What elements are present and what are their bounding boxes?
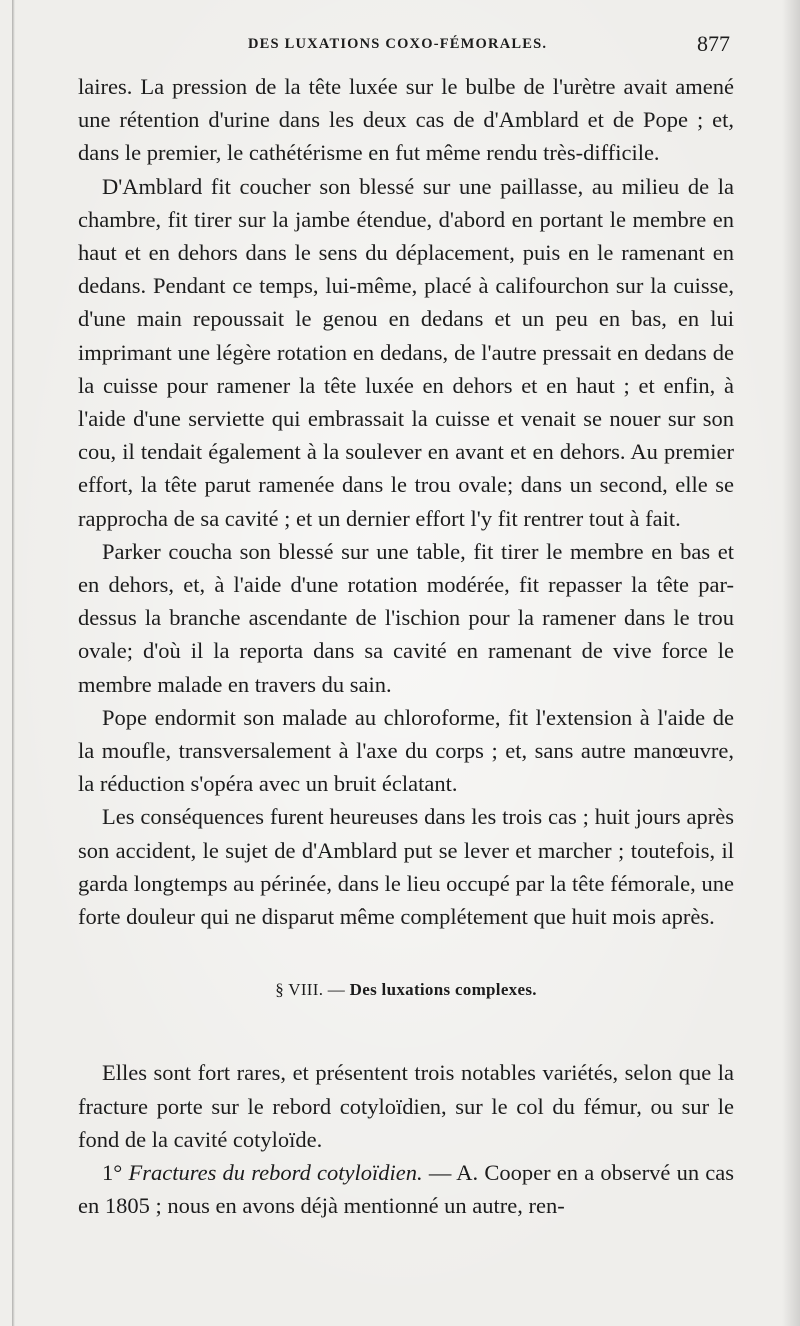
paragraph-parker: Parker coucha son blessé sur une table, fit tirer le membre en bas et en dehors, et, à l'aide d'une rotation modérée, fit repasser la tête par-dessus la branche ascendante de l'ischion pour la ramener dans le trou ovale; d'où il la reporta dans sa cavité en ramenant de vive force le membre malade en travers du sain.	[78, 538, 734, 697]
body-text	[78, 70, 734, 1223]
item-text: — A. Cooper en a observé un cas en 1805 ; nous en avons déjà mentionné un autre, ren-	[78, 1160, 735, 1219]
item-title: Fractures du rebord cotyloïdien.	[128, 1160, 423, 1186]
paragraph-fractures	[78, 1156, 734, 1222]
running-head	[78, 33, 738, 59]
page-number: 877	[697, 31, 730, 56]
binding-edge	[12, 0, 15, 1326]
section-label: § VIII. —	[275, 980, 346, 1000]
item-number: 1°	[102, 1160, 123, 1186]
paragraph-pope: Pope endormit son malade au chloroforme, fit l'extension à l'aide de la moufle, transversalement à l'axe du corps ; et, sans autre manœuvre, la réduction s'opéra avec un bruit éclatant.	[78, 704, 734, 797]
paragraph-consequences: Les conséquences furent heureuses dans les trois cas ; huit jours après son accident, le sujet de d'Amblard put se lever et marcher ; toutefois, il garda longtemps au périnée, dans le lieu occupé par la tête fémorale, une forte douleur qui ne disparut même complétement que huit mois après.	[78, 804, 734, 930]
section-title: Des luxations complexes.	[349, 980, 537, 1000]
section-heading	[78, 973, 734, 1006]
page-shadow	[782, 0, 800, 1326]
running-title: DES LUXATIONS COXO-FÉMORALES.	[248, 36, 548, 52]
paragraph-damblard: D'Amblard fit coucher son blessé sur une paillasse, au milieu de la chambre, fit tirer sur la jambe étendue, d'abord en portant le membre en haut et en dehors dans le sens du déplacement, puis en le ramenant en dedans. Pendant ce temps, lui-même, placé à califourchon sur la cuisse, d'une main repoussait le genou en dedans et un peu en bas, en lui imprimant une légère rotation en dedans, de l'autre pressait en dedans de la cuisse pour ramener la tête luxée en dehors et en haut ; et enfin, à l'aide d'une serviette qui embrassait la cuisse et venait se nouer sur son cou, il tendait également à la soulever en avant et en dehors. Au premier effort, la tête parut ramenée dans le trou ovale; dans un second, elle se rapprocha de sa cavité ; et un dernier effort l'y fit rentrer tout à fait.	[78, 173, 734, 531]
paragraph-continuation: laires. La pression de la tête luxée sur le bulbe de l'urètre avait amené une rétention d'urine dans les deux cas de d'Amblard et de Pope ; et, dans le premier, le cathétérisme en fut même rendu très-difficile.	[78, 74, 734, 166]
paragraph-varieties: Elles sont fort rares, et présentent trois notables variétés, selon que la fracture porte sur le rebord cotyloïdien, sur le col du fémur, ou sur le fond de la cavité cotyloïde.	[78, 1060, 734, 1152]
